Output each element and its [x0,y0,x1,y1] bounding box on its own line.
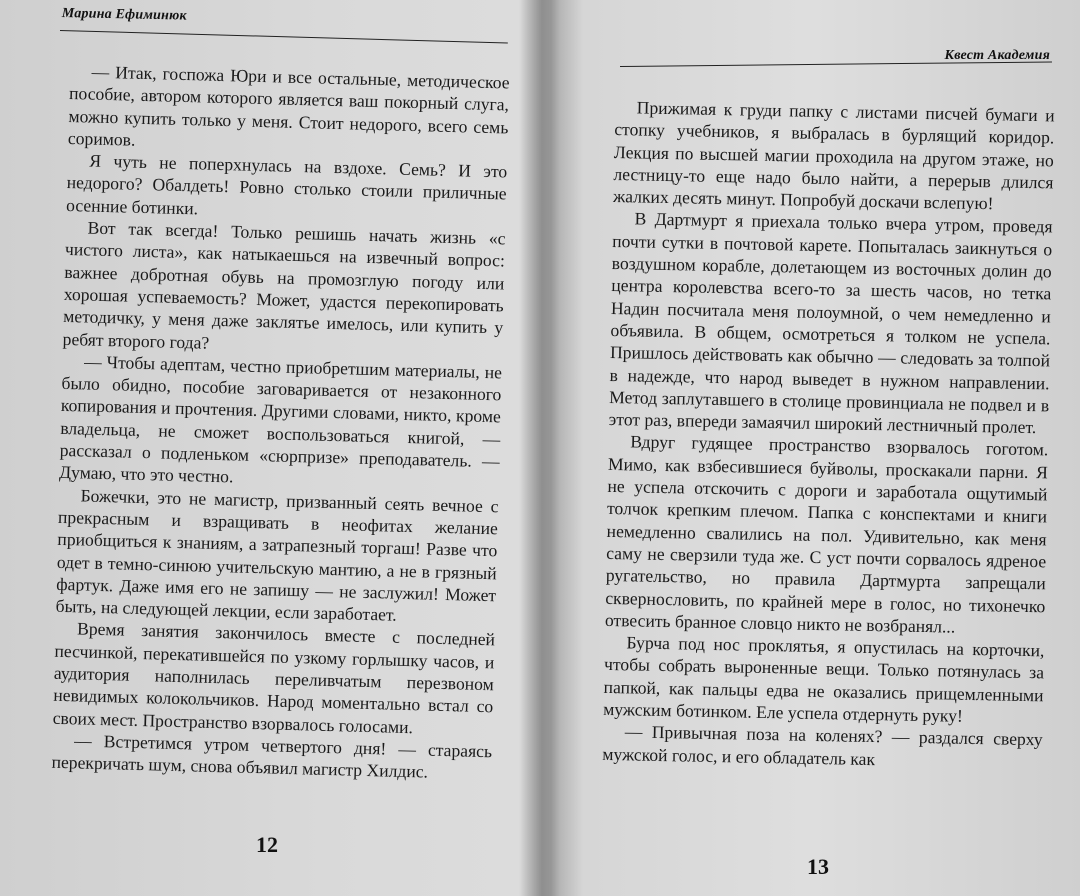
left-paragraph: — Встретимся утром четвертого дня! — стараясь перекричать шум, снова объявил магистр Хилдис. [51,730,493,782]
left-paragraph: — Итак, госпожа Юри и все остальные, методическое пособие, автором которого является ваш покорный слуга, можно купить только у меня. Стоит недорого, всего семь соримов. [67,61,510,150]
left-paragraph: Я чуть не поперхнулась на вздохе. Семь? И это недорого? Обалдеть! Ровно столько стоили приличные осенние ботинки. [65,150,508,219]
left-paragraph: — Чтобы адептам, честно приобретшим материалы, не было обидно, пособие заговаривается от незаконного копирования и прочтения. Другими словами, никто, кроме владельца, не сможет воспользоваться книгой, — рассказал о подленьком «сюрпризе» преподаватель. — Думаю, что это честно. [58,351,503,487]
left-paragraph: Время занятия закончилось вместе с последней песчинкой, перекатившейся по узкому горлышку часов, и аудитория наполнилась переливчатым перезвоном невидимых колокольчиков. Народ моментально встал со своих мест. Пространство взорвалось голосами. [52,618,496,737]
right-paragraph: Прижимая к груди папку с листами писчей бумаги и стопку учебников, я выбралась в бурлящий коридор. Лекция по высшей магии проходила на другом этаже, но лестницу-то еще надо было найти, а перерыв длился жалких десять минут. Попробуй доскачи вслепую! [612,97,1055,214]
right-paragraph: Бурча под нос проклятья, я опустилась на корточки, чтобы собрать выроненные вещи. Только потянулась за папкой, как пальцы едва не оказались прищемленными мужским ботинком. Еле успела отдернуть руку! [603,632,1045,726]
right-paragraph: В Дартмурт я приехала только вчера утром, проведя почти сутки в почтовой карете. Попыталась заикнуться о воздушном корабле, долетающем из восточных долин до центра королевства всего-то за шесть часов, но тетка Надин посчитала меня полоумной, о чем немедленно и объявила. В общем, осмотреться я толком не успела. Пришлось действовать как обычно — следовать за толпой в надежде, что народ выведет в нужном направлении. Метод заплутавшего в столице провинциала не подвел и в этот раз, впереди замаячил широкий лестничный пролет. [608,208,1053,438]
left-header-rule [60,30,508,44]
right-running-head: Квест Академия [944,48,1050,63]
left-paragraph: Вот так всегда! Только решишь начать жизнь «с чистого листа», как натыкаешься на извечный вопрос: важнее добротная обувь на промозглую погоду или хорошая успеваемость? Может, удастся перекопировать методичку, у меня даже заклятье имелось, или купить у ребят второго года? [62,217,506,353]
right-page-number: 13 [807,854,829,879]
left-running-head: Марина Ефиминюк [61,6,187,24]
left-page-text [51,60,510,785]
right-paragraph: — Привычная поза на коленях? — раздался сверху мужской голос, и его обладатель как [602,721,1043,769]
right-header-rule [620,61,1052,67]
right-page-text [602,96,1055,773]
left-page-number: 12 [256,832,278,857]
right-paragraph: Вдруг гудящее пространство взорвалось гоготом. Мимо, как взбесившиеся буйволы, проскакали парни. Я не успела отскочить с дороги и заработала ощутимый толчок крепким плечом. Папка с конспектами и книги немедленно свалились на пол. Удивительно, как меня саму не сверзили туда же. С уст почти сорвалось ядреное ругательство, но правила Дартмурта запрещали сквернословить, по крайней мере в голос, но тихонечко отвесить бранное словцо никто не возбранял... [604,431,1049,637]
left-paragraph: Божечки, это не магистр, призванный сеять вечное с прекрасным и взращивать в неофитах желание приобщиться к знаниям, а затрапезный торгаш! Разве что одет в темно-синюю учительскую мантию, а не в грязный фартук. Даже имя его не запишу — не заслужил! Может быть, на следующей лекции, если заработает. [55,485,499,625]
right-page [545,0,1080,896]
left-page [0,0,535,896]
